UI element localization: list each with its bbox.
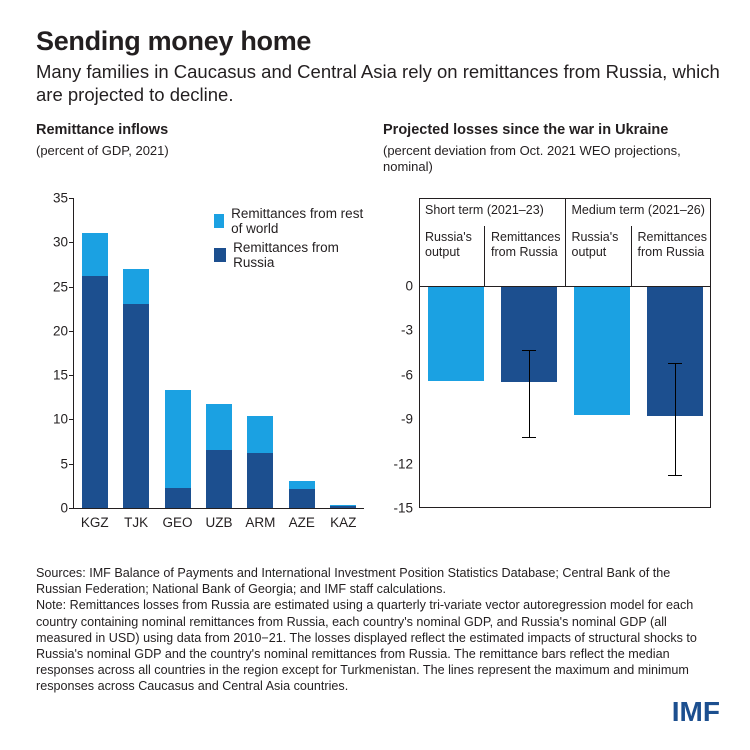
- left-y-tick-mark: [69, 242, 74, 243]
- right-y-tick-label: 0: [405, 278, 413, 294]
- header-col-medium-russia-output: Russia's output: [566, 226, 632, 286]
- left-y-tick-mark: [69, 331, 74, 332]
- right-bar-group: [419, 198, 711, 508]
- imf-logo: IMF: [671, 696, 720, 727]
- legend-item-rest-of-world: [214, 206, 364, 236]
- bar-segment-russia: [330, 506, 356, 508]
- left-legend: [214, 206, 364, 274]
- right-panel-title: Projected losses since the war in Ukraine: [383, 122, 669, 138]
- left-y-tick-label: 10: [52, 411, 68, 427]
- header-col-medium-remittances: Remittances from Russia: [637, 230, 707, 259]
- bar-segment-rest-of-world: [247, 416, 273, 453]
- left-y-tick-mark: [69, 508, 74, 509]
- left-y-tick-label: 5: [60, 456, 68, 472]
- legend-label-russia: Remittances from Russia: [233, 240, 339, 270]
- error-bar-line: [675, 363, 676, 475]
- error-bar-cap-min: [668, 475, 682, 476]
- page-subtitle: Many families in Caucasus and Central Asia rely on remittances from Russia, which are projected to decline.: [36, 61, 720, 105]
- legend-label-rest-of-world: Remittances from rest of world: [231, 206, 364, 236]
- left-bar-column: [123, 198, 149, 530]
- left-x-tick-label: KAZ: [330, 515, 357, 530]
- header-group-label-short-term: Short term (2021–23): [425, 203, 544, 217]
- note-text: Note: Remittances losses from Russia are estimated using a quarterly tri-variate vector autoregression model for each country containing nominal remittances from Russia, each country's nominal GDP, and Russia's nominal GDP (all measured in USD) using data from 2010−21. The losses displayed reflect the estimated impacts of structural shocks to Russia's nominal GDP and the country's nominal remittances from Russia. The remittance bars reflect the median responses across all countries in the region except for Turkmenistan. The lines represent the maximum and minimum responses across Caucasus and Central Asia countries.: [36, 598, 697, 694]
- bar-segment-rest-of-world: [206, 404, 232, 450]
- left-y-tick-label: 20: [52, 323, 68, 339]
- left-y-tick-label: 30: [52, 234, 68, 250]
- sources-text: Sources: IMF Balance of Payments and International Investment Position Statistics Database; Central Bank of the Russian Federation; National Bank of Georgia; and IMF staff calculations.: [36, 566, 671, 597]
- left-plot-area: [73, 198, 364, 530]
- error-bar-cap-min: [522, 437, 536, 438]
- legend-swatch-russia: [214, 248, 226, 262]
- legend-swatch-rest-of-world: [214, 214, 224, 228]
- left-y-tick-mark: [69, 198, 74, 199]
- left-y-tick-mark: [69, 287, 74, 288]
- left-x-tick-label: KGZ: [80, 515, 109, 530]
- left-panel-title: Remittance inflows: [36, 122, 169, 138]
- footnotes: [36, 565, 716, 695]
- left-x-tick-label: GEO: [162, 515, 193, 530]
- right-y-tick-label: -12: [393, 456, 413, 472]
- error-bar-cap-max: [522, 350, 536, 351]
- left-y-tick-label: 25: [52, 279, 68, 295]
- left-x-tick-label: ARM: [245, 515, 276, 530]
- right-bar: [428, 286, 484, 381]
- remittance-inflows-chart: [36, 190, 366, 540]
- right-bar: [574, 286, 630, 415]
- right-y-tick-label: -3: [400, 322, 413, 338]
- right-zero-line: [419, 286, 711, 287]
- left-x-tick-label: AZE: [288, 515, 315, 530]
- right-plot-area: [419, 198, 711, 508]
- bar-segment-russia: [206, 450, 232, 508]
- bar-segment-russia: [165, 488, 191, 508]
- bar-segment-russia: [82, 276, 108, 508]
- header-col-short-russia-output: Russia's output: [419, 226, 485, 286]
- right-y-tick-label: -6: [400, 367, 413, 383]
- legend-item-russia: [214, 240, 364, 270]
- left-x-tick-label: UZB: [205, 515, 233, 530]
- header-col-short-remittances: Remittances from Russia: [491, 230, 561, 259]
- page-title: Sending money home: [36, 26, 312, 56]
- right-y-tick-label: -15: [393, 500, 413, 516]
- right-panel-subtitle: (percent deviation from Oct. 2021 WEO projections, nominal): [383, 143, 681, 174]
- left-y-tick-label: 0: [60, 500, 68, 516]
- header-group-label-medium-term: Medium term (2021–26): [571, 203, 705, 217]
- bar-segment-russia: [123, 304, 149, 508]
- left-panel-subtitle: (percent of GDP, 2021): [36, 143, 169, 158]
- bar-segment-rest-of-world: [123, 269, 149, 304]
- bar-segment-russia: [289, 489, 315, 508]
- left-bar-column: [80, 198, 109, 530]
- bar-segment-rest-of-world: [165, 390, 191, 487]
- left-y-tick-label: 15: [52, 367, 68, 383]
- error-bar-line: [529, 350, 530, 437]
- left-bar-column: [162, 198, 193, 530]
- right-y-tick-label: -9: [400, 411, 413, 427]
- bar-segment-rest-of-world: [289, 481, 315, 489]
- bar-segment-russia: [247, 453, 273, 508]
- projected-losses-chart: [383, 190, 723, 540]
- error-bar-cap-max: [668, 363, 682, 364]
- bar-segment-rest-of-world: [82, 233, 108, 276]
- left-y-tick-label: 35: [52, 190, 68, 206]
- left-x-tick-label: TJK: [124, 515, 149, 530]
- left-y-tick-mark: [69, 464, 74, 465]
- left-y-tick-mark: [69, 375, 74, 376]
- left-y-tick-mark: [69, 419, 74, 420]
